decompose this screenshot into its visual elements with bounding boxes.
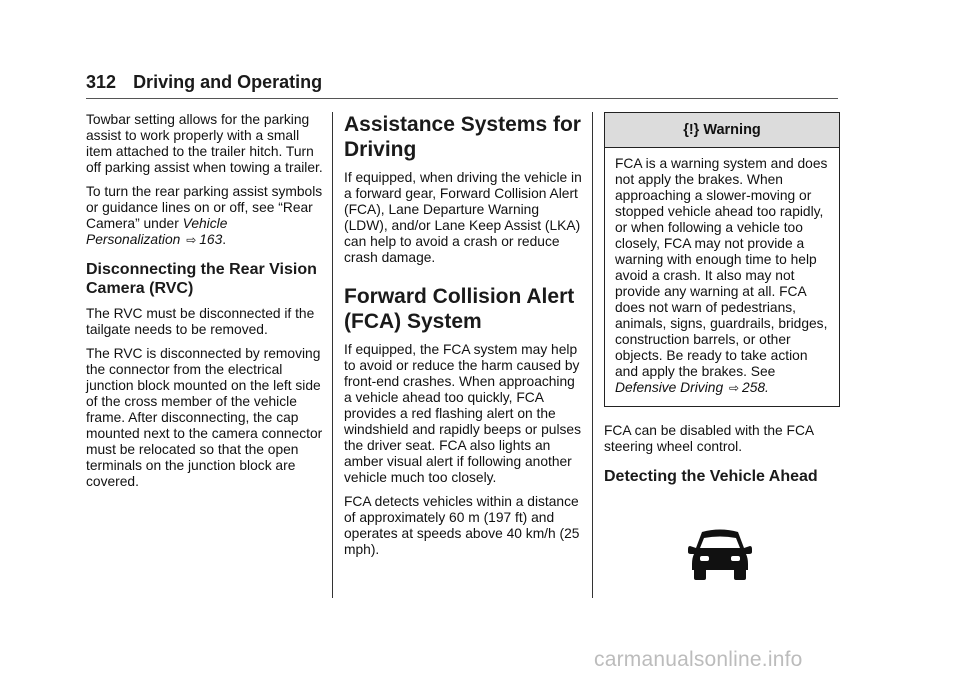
paragraph-assistance-intro: If equipped, when driving the vehicle in a forward gear, Forward Collision Alert (FCA), Lane Departure Warning (LDW), and/or Lane Keep Assist (LKA) can help to avoid a crash or reduce crash damage. xyxy=(344,170,582,265)
vehicle-ahead-icon-container xyxy=(688,528,840,584)
column-3 xyxy=(604,112,840,584)
column-divider xyxy=(592,112,593,598)
page-number: 312 xyxy=(86,72,117,92)
warning-text-main: FCA is a warning system and does not apply the brakes. When approaching a slower-moving or stopped vehicle ahead too rapidly, or when following a vehicle too closely, FCA may not provide a warning with enough time to help avoid a crash. It also may not provide any warning at all. FCA does not warn of pedestrians, animals, signs, guardrails, bridges, construction barrels, or other objects. Be ready to take action and apply the brakes. See xyxy=(615,156,828,379)
column-divider xyxy=(332,112,333,598)
warning-header xyxy=(605,113,839,148)
xref-defensive-driving[interactable]: Defensive Driving xyxy=(615,380,724,395)
page-ref-arrow-icon: ⇨ xyxy=(186,233,197,247)
warning-body xyxy=(605,148,839,406)
column-1 xyxy=(86,112,324,498)
watermark: carmanualsonline.info xyxy=(594,648,803,671)
page-header xyxy=(86,72,322,93)
paragraph-fca-range: FCA detects vehicles within a distance of approximately 60 m (197 ft) and operates at speeds above 40 km/h (25 mph). xyxy=(344,494,580,557)
paragraph-fca-description: If equipped, the FCA system may help to avoid or reduce the harm caused by front-end crashes. When approaching a vehicle ahead too quickly, FCA provides a red flashing alert on the windshield and rapidly beeps or pulses the driver seat. FCA also lights an amber visual alert if following another vehicle much too closely. xyxy=(344,342,581,485)
warning-box xyxy=(604,112,840,407)
section-title: Driving and Operating xyxy=(133,72,323,92)
paragraph-text: To turn the rear parking assist symbols or guidance lines on or off, see “Rear Camera” under xyxy=(86,184,323,231)
paragraph-turn-off-assist: To turn the rear parking assist symbols or guidance lines on or off, see “Rear Camera” under Vehicle Personalization ⇨ 163. xyxy=(86,184,323,247)
paragraph-fca-disable: FCA can be disabled with the FCA steering wheel control. xyxy=(604,423,814,454)
vehicle-ahead-icon xyxy=(688,528,752,580)
xref-page-number: 258. xyxy=(742,380,769,395)
warning-icon: {!} xyxy=(683,122,700,138)
page-ref-arrow-icon: ⇨ xyxy=(728,381,740,395)
paragraph-rvc-disconnect: The RVC must be disconnected if the tailgate needs to be removed. xyxy=(86,306,315,337)
heading-assistance-systems: Assistance Systems for Driving xyxy=(344,113,581,161)
xref-page-number: 163 xyxy=(199,232,223,247)
heading-fca-system: Forward Collision Alert (FCA) System xyxy=(344,285,575,333)
heading-disconnecting-rvc: Disconnecting the Rear Vision Camera (RVC) xyxy=(86,261,317,297)
xref-page[interactable] xyxy=(727,380,769,395)
xref-vehicle-personalization[interactable]: Vehicle Personalization xyxy=(86,216,228,247)
paragraph-towbar: Towbar setting allows for the parking assist to work properly with a small item attached to the trailer hitch. Turn off parking assist when towing a trailer. xyxy=(86,112,323,175)
warning-title: Warning xyxy=(703,122,761,138)
heading-detecting-vehicle: Detecting the Vehicle Ahead xyxy=(604,468,818,485)
xref-page[interactable] xyxy=(184,232,222,247)
column-2 xyxy=(344,112,584,566)
paragraph-rvc-procedure: The RVC is disconnected by removing the connector from the electrical junction block mounted on the left side of the cross member of the vehicle frame. After disconnecting, the cap mounted next to the camera connector must be relocated so that the open terminals on the junction block are covered. xyxy=(86,346,323,489)
header-rule xyxy=(86,98,838,99)
warning-text xyxy=(615,156,833,396)
